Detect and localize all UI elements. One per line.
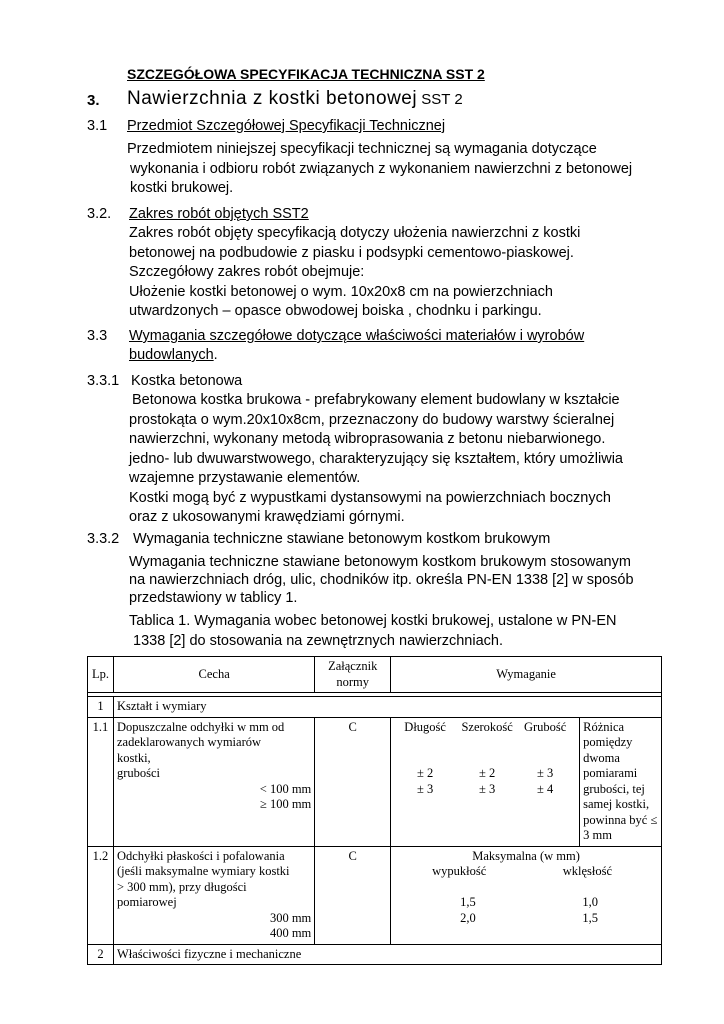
header-zalacznik — [315, 657, 391, 693]
note-line: Różnica — [583, 719, 625, 734]
cecha-line: Odchyłki płaskości i pofalowania — [116, 848, 285, 863]
row-lp: 2 — [88, 944, 114, 965]
text-line: betonowej na podbudowie z piasku i podsypki cementowo-piaskowej. — [129, 244, 574, 261]
requirements-table — [87, 656, 662, 965]
text-line: Przedmiotem niniejszej specyfikacji technicznej są wymagania dotyczące — [127, 141, 597, 157]
val-lt100-gr: ± 3 — [537, 766, 554, 780]
cecha-line: pomiarowej — [116, 895, 177, 909]
text-line: prostokąta o wym.20x10x8cm, przeznaczony do budowy warstwy ścieralnej — [129, 411, 615, 428]
section-3-3-1-heading: Kostka betonowa — [131, 373, 243, 389]
col-grubosc: Grubość — [523, 719, 567, 734]
note-line: powinna być ≤ — [583, 812, 658, 827]
cecha-400: 400 mm — [269, 926, 312, 940]
text-line: oraz z ukosowanymi krawędziami górnymi. — [129, 509, 405, 525]
row-lp: 1 — [88, 697, 114, 718]
note-line: grubości, tej — [583, 781, 645, 796]
text-line: Betonowa kostka brukowa - prefabrykowany element budowlany w kształcie — [132, 392, 620, 408]
wkleslosc-label: wklęsłość — [562, 864, 612, 878]
val-400-wyp: 2,0 — [460, 910, 476, 925]
cecha-line: Dopuszczalne odchyłki w mm od — [116, 719, 285, 734]
col-szerokosc: Szerokość — [461, 719, 513, 734]
values-400 — [394, 911, 658, 927]
row-zalacznik: C — [315, 717, 391, 846]
header-zal-line1: Załącznik — [328, 659, 378, 673]
section-3-3-heading-line1: Wymagania szczegółowe dotyczące właściwości materiałów i wyrobów — [129, 328, 585, 344]
section-3-3-2-number: 3.3.2 — [87, 531, 120, 547]
val-ge100-sz: ± 3 — [479, 781, 496, 796]
text-line: Wymagania techniczne stawiane betonowym kostkom brukowym stosowanym — [129, 554, 631, 570]
row-wymaganie — [391, 846, 662, 944]
text-line: Ułożenie kostki betonowej o wym. 10x20x8 cm na powierzchniach — [129, 283, 553, 300]
section-3-2-paragraph — [129, 224, 580, 322]
row-text: Kształt i wymiary — [113, 697, 661, 718]
section-3-heading — [127, 88, 463, 110]
section-3-3-2-paragraph — [129, 553, 634, 607]
section-3-1-paragraph — [127, 140, 632, 199]
row-note — [580, 717, 662, 846]
note-line: dwoma — [583, 750, 620, 765]
text-line: Tablica 1. Wymagania wobec betonowej kostki brukowej, ustalone w PN-EN — [129, 613, 617, 629]
val-lt100-dl: ± 2 — [417, 766, 434, 780]
section-3-suffix: SST 2 — [417, 91, 463, 108]
note-line: pomiarami — [583, 766, 638, 780]
section-3-1-number: 3.1 — [87, 118, 108, 134]
row-zalacznik: C — [315, 846, 391, 944]
text-line: nawierzchni, wykonany metodą wibroprasowania z betonu niebarwionego. — [129, 431, 606, 447]
text-line: Szczegółowy zakres robót obejmuje: — [129, 264, 365, 280]
table-header-row — [88, 657, 662, 693]
header-zal-line2: normy — [336, 674, 370, 689]
section-3-3-1-number: 3.3.1 — [87, 373, 120, 389]
text-line: wzajemne przystawanie elementów. — [129, 470, 361, 486]
row-wymaganie — [391, 717, 580, 846]
text-line: wykonania i odbioru robót związanych z wykonaniem nawierzchni z betonowej — [130, 160, 633, 177]
table-row — [88, 846, 662, 944]
section-3-3-2-heading: Wymagania techniczne stawiane betonowym kostkom brukowym — [133, 531, 551, 547]
section-3-2-heading: Zakres robót objętych SST2 — [129, 206, 309, 222]
document-title: SZCZEGÓŁOWA SPECYFIKACJA TECHNICZNA SST 2 — [127, 66, 485, 82]
row-text: Właściwości fizyczne i mechaniczne — [113, 944, 661, 965]
cecha-300: 300 mm — [269, 910, 312, 925]
header-wymaganie: Wymaganie — [391, 657, 662, 693]
cecha-ge100: ≥ 100 mm — [259, 797, 312, 811]
text-line: kostki brukowej. — [130, 180, 234, 196]
section-3-number: 3. — [87, 92, 100, 109]
cecha-line: zadeklarowanych wymiarów — [116, 735, 262, 749]
heading-end: . — [213, 347, 218, 363]
val-ge100-dl: ± 3 — [417, 781, 434, 796]
section-3-3-number: 3.3 — [87, 328, 108, 344]
values-300 — [394, 895, 658, 911]
text-line: przedstawiony w tablicy 1. — [129, 590, 298, 606]
val-300-wkl: 1,0 — [582, 895, 598, 909]
table-row — [88, 717, 662, 846]
sub-header — [394, 864, 658, 880]
cecha-line: > 300 mm), przy długości — [116, 879, 247, 894]
note-line: samej kostki, — [583, 797, 650, 811]
text-line: utwardzonych – opasce obwodowej boiska , chodnku i parkingu. — [129, 303, 542, 319]
table-row — [88, 944, 662, 965]
dimension-grid — [394, 720, 576, 798]
section-3-1-heading: Przedmiot Szczegółowej Specyfikacji Technicznej — [127, 118, 446, 134]
row-cecha — [113, 717, 314, 846]
val-ge100-gr: ± 4 — [537, 781, 554, 796]
note-line: 3 mm — [583, 828, 612, 842]
val-lt100-sz: ± 2 — [479, 766, 496, 780]
wypuklosc-label: wypukłość — [432, 864, 487, 878]
max-label: Maksymalna (w mm) — [472, 848, 580, 863]
text-line: Kostki mogą być z wypustkami dystansowymi na powierzchniach bocznych — [129, 489, 611, 506]
table-row — [88, 697, 662, 718]
heading-text: budowlanych — [129, 347, 214, 363]
cecha-lt100: < 100 mm — [259, 781, 312, 796]
table-caption — [129, 611, 616, 651]
note-line: pomiędzy — [583, 735, 633, 749]
row-cecha — [113, 846, 314, 944]
text-line: 1338 [2] do stosowania na zewnętrznych nawierzchniach. — [129, 633, 503, 649]
val-300-wyp: 1,5 — [460, 895, 476, 909]
text-line: na nawierzchniach dróg, ulic, chodników itp. określa PN-EN 1338 [2] w sposób — [129, 572, 634, 588]
section-3-3-heading-line2 — [129, 346, 218, 365]
cecha-line: grubości — [116, 766, 161, 780]
section-3-2-number: 3.2. — [87, 206, 112, 222]
text-line: jedno- lub dwuwarstwowego, charakteryzujący się kształtem, który umożliwia — [129, 450, 623, 467]
val-400-wkl: 1,5 — [582, 910, 598, 925]
cecha-line: (jeśli maksymalne wymiary kostki — [116, 864, 290, 878]
row-lp: 1.2 — [88, 846, 114, 944]
text-line: Zakres robót objęty specyfikacją dotyczy ułożenia nawierzchni z kostki — [129, 225, 581, 241]
header-cecha: Cecha — [113, 657, 314, 693]
row-lp: 1.1 — [88, 717, 114, 846]
section-3-title: Nawierzchnia z kostki betonowej — [127, 88, 418, 109]
col-dlugosc: Długość — [404, 719, 446, 734]
section-3-3-1-paragraph — [129, 391, 623, 528]
cecha-line: kostki, — [116, 750, 151, 765]
header-lp: Lp. — [88, 657, 114, 693]
